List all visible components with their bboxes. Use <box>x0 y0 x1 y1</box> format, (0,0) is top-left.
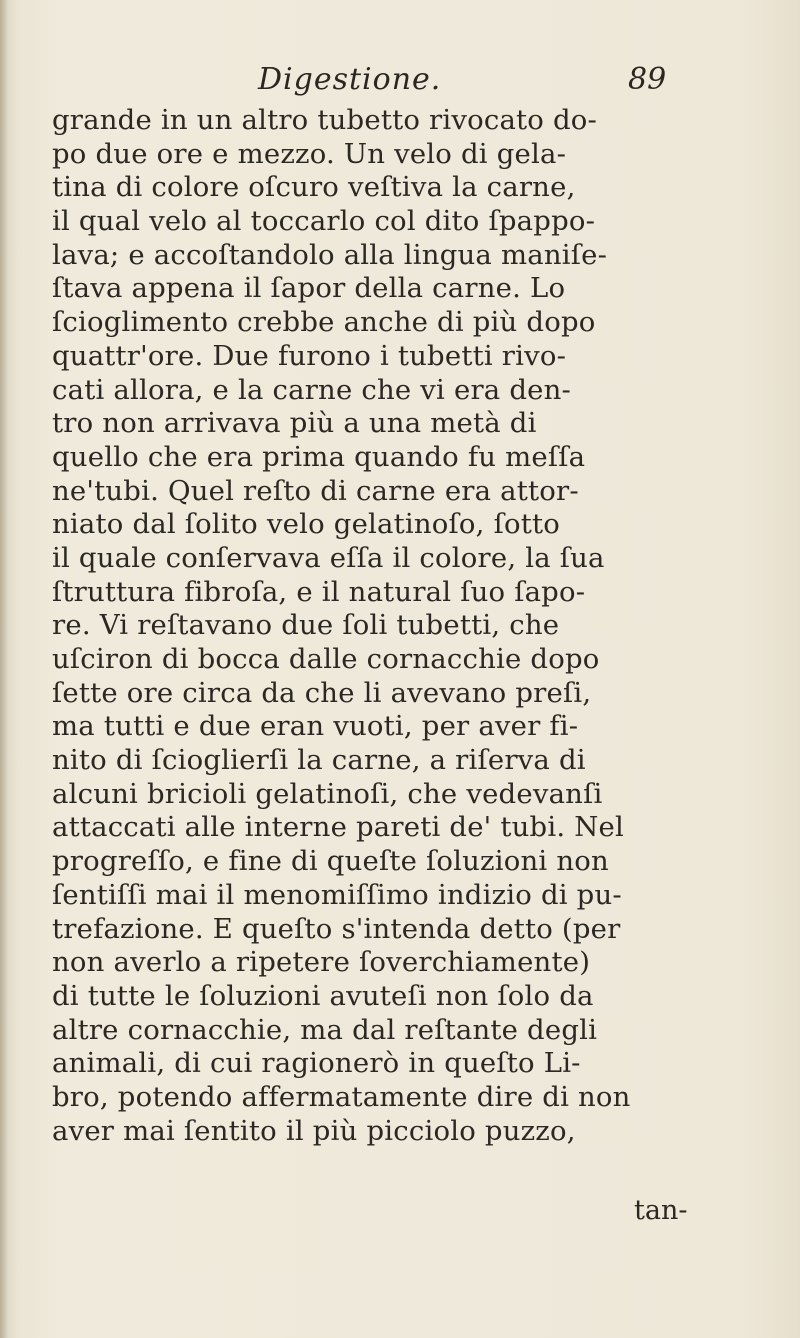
text-line: quello che era prima quando fu meſſa <box>52 440 586 473</box>
running-title: Digestione. <box>258 62 442 97</box>
text-line: nito di ſcioglierſi la carne, a riſerva di <box>52 744 586 777</box>
body-text <box>52 104 752 1148</box>
text-line: ſtava appena il ſapor della carne. Lo <box>52 272 566 305</box>
text-line: ſcioglimento crebbe anche di più dopo <box>52 306 596 339</box>
text-line: trefazione. E queſto s'intenda detto (per <box>52 912 621 945</box>
text-line: animali, di cui ragionerò in queſto Li- <box>52 1047 581 1080</box>
text-line: niato dal ſolito velo gelatinoſo, ſotto <box>52 508 560 541</box>
text-line: tro non arrivava più a una metà di <box>52 407 537 440</box>
text-line: aver mai ſentito il più picciolo puzzo, <box>52 1114 576 1147</box>
text-line: di tutte le ſoluzioni avuteſi non ſolo da <box>52 979 594 1012</box>
page-header <box>0 62 800 106</box>
text-line: lava; e accoſtandolo alla lingua maniſe- <box>52 238 608 271</box>
text-line: ma tutti e due eran vuoti, per aver fi- <box>52 710 579 743</box>
text-line: re. Vi reſtavano due ſoli tubetti, che <box>52 609 560 642</box>
text-line: attaccati alle interne pareti de' tubi. Nel <box>52 811 624 844</box>
text-line: cati allora, e la carne che vi era den- <box>52 373 572 406</box>
text-line: quattr'ore. Due furono i tubetti rivo- <box>52 339 567 372</box>
text-line: ſette ore circa da che li avevano preſi, <box>52 676 592 709</box>
text-line: il qual velo al toccarlo col dito ſpappo- <box>52 205 596 238</box>
text-line: il quale conſervava eſſa il colore, la ſua <box>52 541 605 574</box>
text-line: ne'tubi. Quel reſto di carne era attor- <box>52 474 579 507</box>
text-line: non averlo a ripetere ſoverchiamente) <box>52 946 591 979</box>
text-line: po due ore e mezzo. Un velo di gela- <box>52 137 567 170</box>
text-line: ſtruttura fibroſa, e il natural ſuo ſapo- <box>52 575 586 608</box>
text-line: ſentiſſi mai il menomiſſimo indizio di pu- <box>52 878 622 911</box>
text-line: tina di colore oſcuro veſtiva la carne, <box>52 171 576 204</box>
text-line: progreſſo, e fine di queſte ſoluzioni non <box>52 845 609 878</box>
text-line: alcuni bricioli gelatinoſi, che vedevanſi <box>52 777 603 810</box>
page-number: 89 <box>628 62 667 97</box>
text-line: bro, potendo affermatamente dire di non <box>52 1080 631 1113</box>
page-gutter-shadow <box>0 0 8 1338</box>
text-line: altre cornacchie, ma dal reſtante degli <box>52 1013 598 1046</box>
text-line: uſciron di bocca dalle cornacchie dopo <box>52 643 600 675</box>
catchword: tan- <box>634 1195 688 1226</box>
text-line: grande in un altro tubetto rivocato do- <box>52 104 598 136</box>
